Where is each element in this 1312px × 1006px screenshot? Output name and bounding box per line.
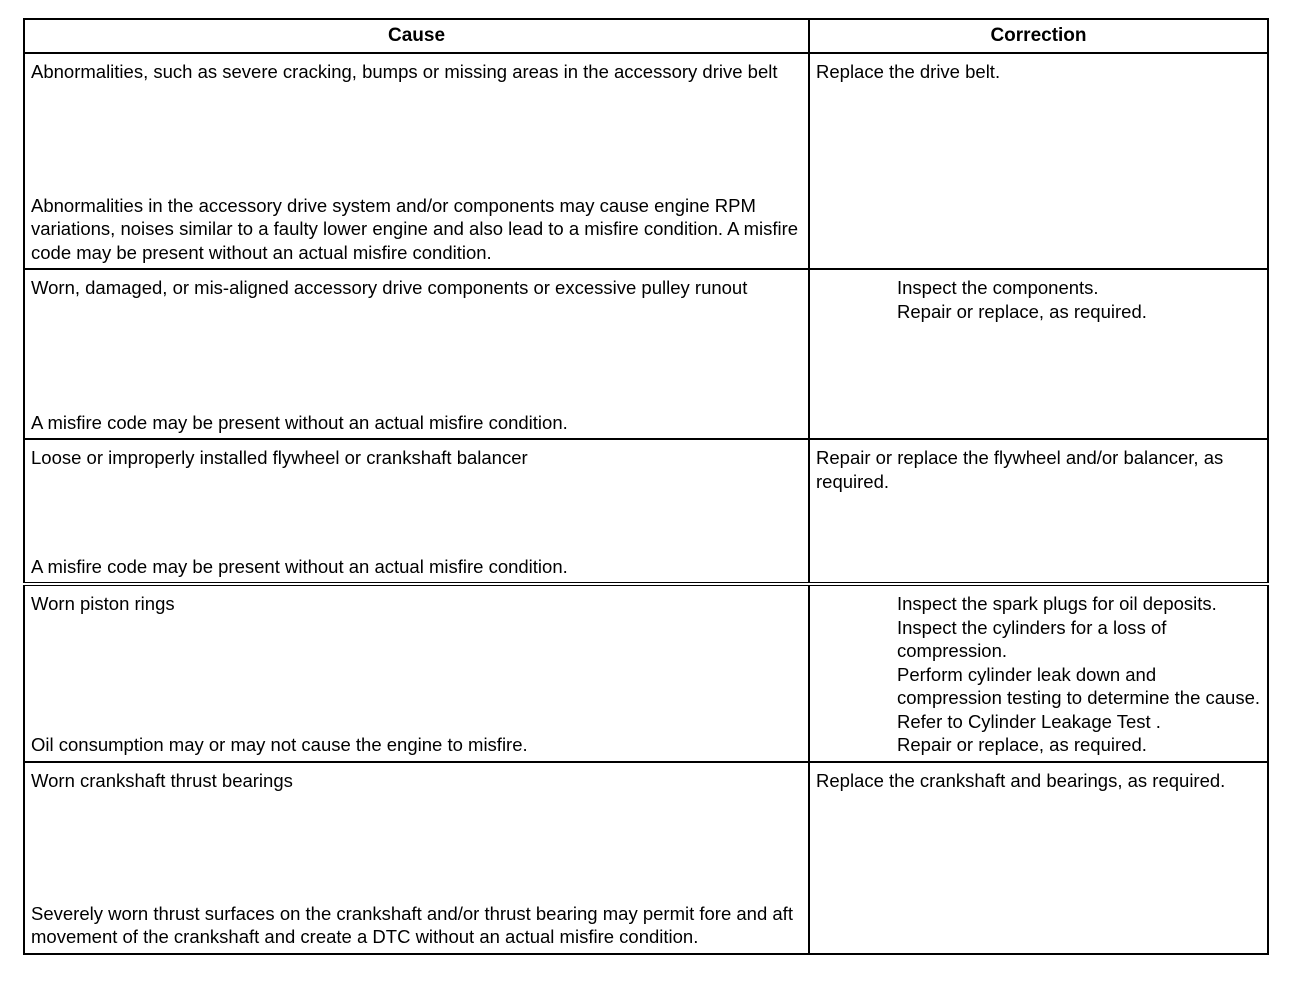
correction-step: Perform cylinder leak down and compression testing to determine the cause. Refer to Cylinder Leakage Test . — [897, 663, 1260, 732]
cause-text: Worn crankshaft thrust bearings — [31, 769, 293, 791]
correction-cell — [809, 762, 1268, 954]
cause-note: A misfire code may be present without an actual misfire condition. — [31, 411, 568, 433]
cause-cell — [24, 584, 809, 762]
cause-note: Severely worn thrust surfaces on the crankshaft and/or thrust bearing may permit fore and aft movement of the crankshaft and create a DTC without an actual misfire condition. — [31, 902, 793, 947]
table-row — [24, 584, 1268, 762]
header-row — [24, 19, 1268, 53]
cause-cell — [24, 269, 809, 439]
correction-step: Repair or replace, as required. — [897, 300, 1147, 322]
diagnostic-table — [23, 18, 1269, 955]
correction-step: Replace the drive belt. — [816, 61, 1001, 82]
cause-text: Abnormalities, such as severe cracking, bumps or missing areas in the accessory drive belt — [31, 61, 778, 82]
cause-cell — [24, 439, 809, 584]
table-row — [24, 269, 1268, 439]
header-cause: Cause — [24, 19, 809, 53]
correction-step: Repair or replace, as required. — [897, 734, 1147, 755]
cause-text: Worn, damaged, or mis-aligned accessory drive components or excessive pulley runout — [31, 277, 748, 298]
cause-note: Abnormalities in the accessory drive system and/or components may cause engine RPM variations, noises similar to a faulty lower engine and also lead to a misfire condition. A misfire code may be present without an actual misfire condition. — [31, 194, 799, 263]
correction-step: Inspect the cylinders for a loss of compression. — [897, 616, 1167, 661]
header-correction: Correction — [809, 19, 1268, 53]
correction-cell — [809, 53, 1268, 269]
cause-note: A misfire code may be present without an actual misfire condition. — [31, 555, 568, 577]
cause-text: Worn piston rings — [31, 593, 175, 614]
cause-cell — [24, 53, 809, 269]
correction-cell — [809, 584, 1268, 762]
correction-step: Replace the crankshaft and bearings, as required. — [816, 769, 1226, 791]
correction-cell — [809, 439, 1268, 584]
correction-cell — [809, 269, 1268, 439]
table-row — [24, 53, 1268, 269]
cause-cell — [24, 762, 809, 954]
table-row — [24, 439, 1268, 584]
correction-step: Inspect the components. — [897, 277, 1099, 298]
correction-step: Inspect the spark plugs for oil deposits. — [897, 593, 1217, 614]
correction-step: Repair or replace the flywheel and/or balancer, as required. — [816, 447, 1224, 492]
cause-note: Oil consumption may or may not cause the engine to misfire. — [31, 734, 528, 755]
table-row — [24, 762, 1268, 954]
cause-text: Loose or improperly installed flywheel or crankshaft balancer — [31, 447, 528, 468]
